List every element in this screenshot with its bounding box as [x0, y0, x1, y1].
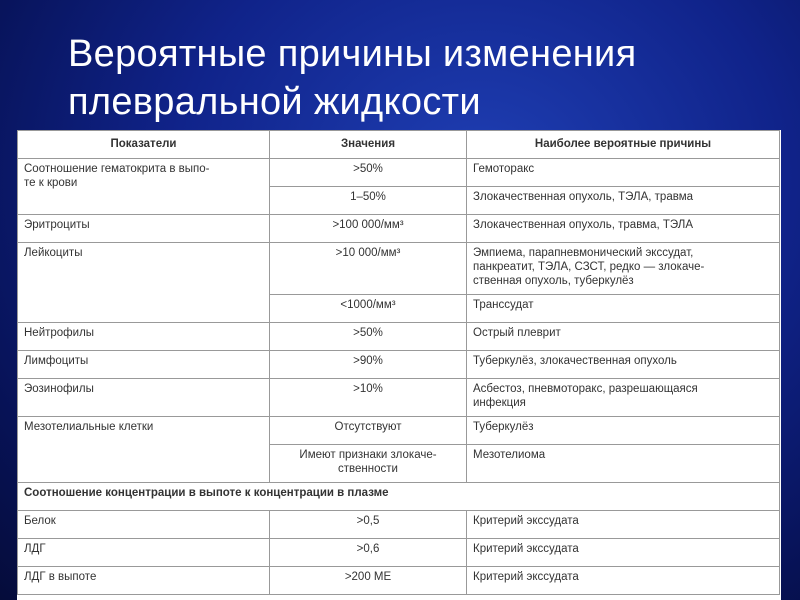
value-cell: <1000/мм³	[270, 295, 467, 323]
indicator-cell: Соотношение гематокрита в выпо- те к крови	[18, 159, 270, 215]
value-cell: 1–50%	[270, 187, 467, 215]
value-cell: >10 000/мм³	[270, 243, 467, 295]
indicator-cell: ЛДГ в выпоте	[18, 567, 270, 595]
table-row	[18, 539, 780, 567]
table-row	[18, 159, 780, 187]
header-cause: Наиболее вероятные причины	[467, 131, 780, 159]
indicator-cell: Лимфоциты	[18, 351, 270, 379]
value-cell: >90%	[270, 351, 467, 379]
cause-cell: Критерий экссудата	[467, 567, 780, 595]
value-cell: >100 000/мм³	[270, 215, 467, 243]
cause-cell: Туберкулёз	[467, 417, 780, 445]
indicator-cell: Нейтрофилы	[18, 323, 270, 351]
indicator-cell: Эритроциты	[18, 215, 270, 243]
cause-cell: Асбестоз, пневмоторакс, разрешающаяся инфекция	[467, 379, 780, 417]
table-row	[18, 567, 780, 595]
indicator-cell: Лейкоциты	[18, 243, 270, 323]
slide-title-line1: Вероятные причины изменения	[68, 33, 637, 75]
value-cell: >200 МЕ	[270, 567, 467, 595]
header-indicator: Показатели	[18, 131, 270, 159]
table-row	[18, 379, 780, 417]
value-cell: >50%	[270, 159, 467, 187]
slide-title	[68, 30, 768, 126]
cause-cell: Критерий экссудата	[467, 511, 780, 539]
table-header-row	[18, 131, 780, 159]
cause-cell: Острый плеврит	[467, 323, 780, 351]
indicator-cell: Белок	[18, 511, 270, 539]
cause-cell: Транссудат	[467, 295, 780, 323]
value-cell: Отсутствуют	[270, 417, 467, 445]
value-cell: >0,5	[270, 511, 467, 539]
indicator-cell: Мезотелиальные клетки	[18, 417, 270, 483]
table-row	[18, 215, 780, 243]
cause-cell: Злокачественная опухоль, травма, ТЭЛА	[467, 215, 780, 243]
table-row	[18, 511, 780, 539]
indicator-cell: Эозинофилы	[18, 379, 270, 417]
table-row	[18, 417, 780, 445]
header-value: Значения	[270, 131, 467, 159]
cause-cell: Эмпиема, парапневмонический экссудат, панкреатит, ТЭЛА, СЗСТ, редко — злокаче- ственная опухоль, туберкулёз	[467, 243, 780, 295]
value-cell: >0,6	[270, 539, 467, 567]
cause-cell: Туберкулёз, злокачественная опухоль	[467, 351, 780, 379]
cause-cell: Мезотелиома	[467, 445, 780, 483]
cause-cell: Гемоторакс	[467, 159, 780, 187]
table-section-row	[18, 483, 780, 511]
cause-cell: Критерий экссудата	[467, 539, 780, 567]
pleural-fluid-table	[17, 130, 780, 595]
table-row	[18, 243, 780, 295]
slide-title-line2: плевральной жидкости	[68, 81, 481, 123]
table-row	[18, 351, 780, 379]
table-row	[18, 323, 780, 351]
pleural-fluid-table-container	[17, 130, 781, 600]
cause-cell: Злокачественная опухоль, ТЭЛА, травма	[467, 187, 780, 215]
indicator-cell: ЛДГ	[18, 539, 270, 567]
section-heading: Соотношение концентрации в выпоте к концентрации в плазме	[18, 483, 780, 511]
value-cell: Имеют признаки злокаче- ственности	[270, 445, 467, 483]
value-cell: >50%	[270, 323, 467, 351]
value-cell: >10%	[270, 379, 467, 417]
